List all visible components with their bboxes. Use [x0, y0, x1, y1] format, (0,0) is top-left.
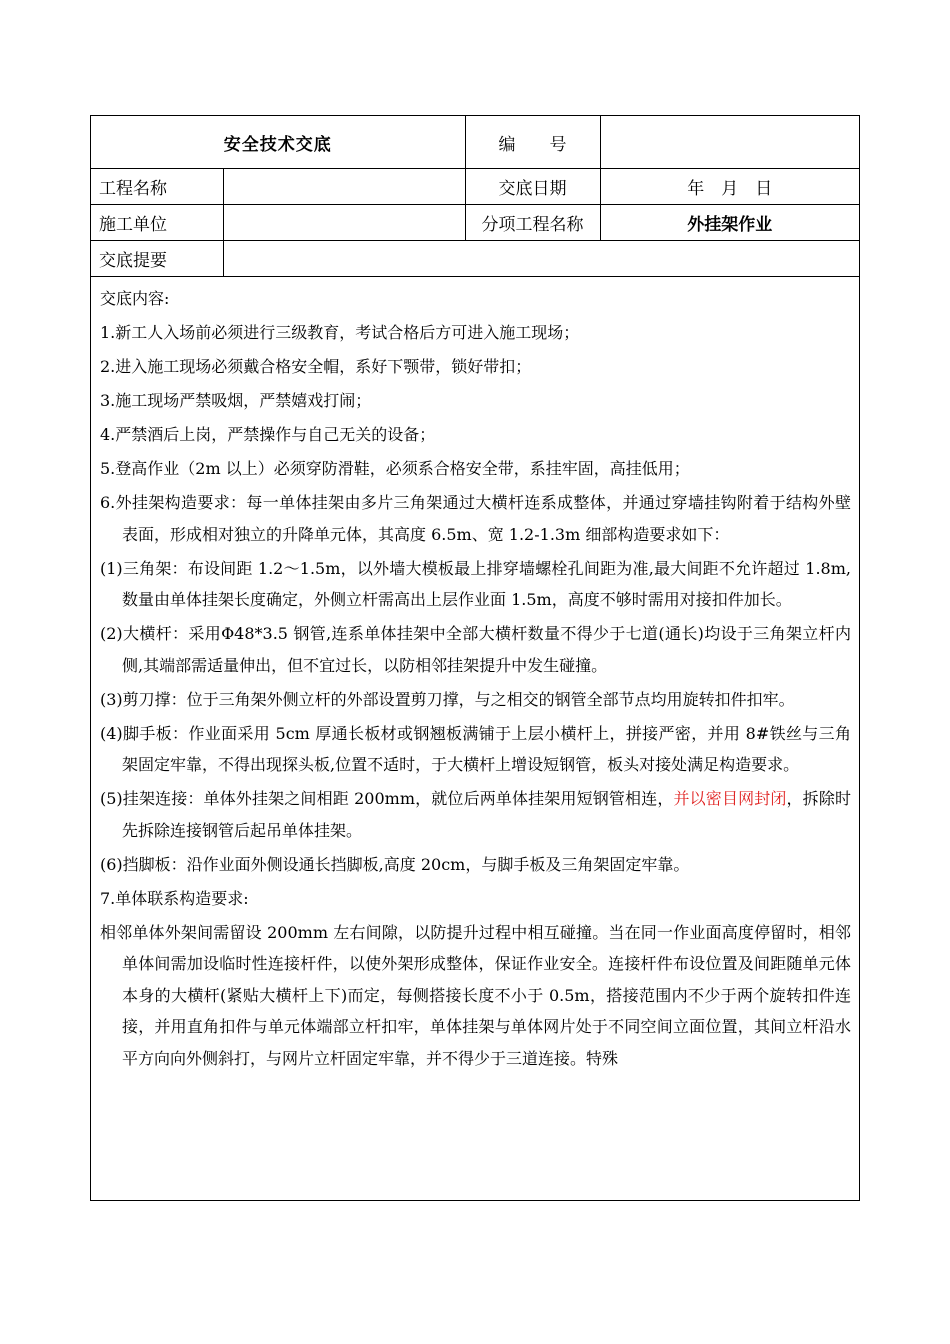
header-row-project [91, 169, 859, 205]
content-heading: 交底内容: [100, 289, 170, 308]
sub-project-value: 外挂架作业 [600, 205, 859, 241]
content-item-6: 6.外挂架构造要求：每一单体挂架由多片三角架通过大横杆连系成整体，并通过穿墙挂钩附着于结构外壁表面，形成相对独立的升降单元体，其高度 6.5m、宽 1.2-1.3m 细部构造要求如下： [100, 493, 851, 544]
summary-label: 交底提要 [91, 241, 223, 277]
header-row-title [91, 116, 859, 169]
content-item-7: 7.单体联系构造要求: [100, 888, 249, 908]
disclosure-form [90, 115, 860, 1201]
project-name-label: 工程名称 [91, 169, 223, 205]
unit-value [223, 205, 465, 241]
disclosure-content [91, 277, 859, 1074]
content-sub-6: (6)挡脚板：沿作业面外侧设通长挡脚板,高度 20cm，与脚手板及三角架固定牢靠。 [100, 854, 690, 874]
content-sub-1: (1)三角架：布设间距 1.2～1.5m，以外墙大模板最上排穿墙螺栓孔间距为准,最大间距不允许超过 1.8m,数量由单体挂架长度确定，外侧立杆需高出上层作业面 1.5m，高度不够时需用对接扣件加长。 [100, 558, 851, 609]
header-row-unit [91, 205, 859, 241]
content-item-5: 5.登高作业（2m 以上）必须穿防滑鞋，必须系合格安全带，系挂牢固，高挂低用； [100, 459, 690, 478]
content-sub-3: (3)剪刀撑：位于三角架外侧立杆的外部设置剪刀撑，与之相交的钢管全部节点均用旋转扣件扣牢。 [100, 689, 795, 709]
content-item-3: 3.施工现场严禁吸烟，严禁嬉戏打闹； [100, 391, 372, 410]
summary-value [223, 241, 859, 277]
content-sub-5 [100, 783, 851, 846]
header-row-summary [91, 241, 859, 277]
number-value [600, 116, 859, 169]
sub-5-highlight: 并以密目网封闭 [673, 789, 787, 808]
content-item-7-text: 相邻单体外架间需留设 200mm 左右间隙，以防提升过程中相互碰撞。当在同一作业面高度停留时，相邻单体间需加设临时性连接杆件，以使外架形成整体，保证作业安全。连接杆件布设位置及间距随单元体本身的大横杆(紧贴大横杆上下)而定，每侧搭接长度不小于 0.5m，搭接范围内不少于两个旋转扣件连接，并用直角扣件与单元体端部立杆扣牢，单体挂架与单体网片处于不同空间立面位置，其间立杆沿水平方向向外侧斜打，与网片立杆固定牢靠，并不得少于三道连接。特殊 [100, 922, 851, 1068]
content-sub-2: (2)大横杆：采用Φ48*3.5 钢管,连系单体挂架中全部大横杆数量不得少于七道(通长)均设于三角架立杆内侧,其端部需适量伸出，但不宜过长，以防相邻挂架提升中发生碰撞。 [100, 624, 851, 675]
content-sub-4: (4)脚手板：作业面采用 5cm 厚通长板材或钢翘板满铺于上层小横杆上，拼接严密，并用 8#铁丝与三角架固定牢靠，不得出现探头板,位置不适时，于大横杆上增设短钢管，板头对接处满足构造要求。 [100, 723, 851, 774]
content-item-2: 2.进入施工现场必须戴合格安全帽，系好下颚带，锁好带扣； [100, 357, 532, 376]
number-label: 编 号 [465, 116, 600, 169]
date-value: 年 月 日 [600, 169, 859, 205]
content-item-1: 1.新工人入场前必须进行三级教育，考试合格后方可进入施工现场； [100, 323, 580, 342]
sub-project-label: 分项工程名称 [465, 205, 600, 241]
header-table [91, 116, 859, 277]
form-title: 安全技术交底 [91, 116, 465, 169]
unit-label: 施工单位 [91, 205, 223, 241]
content-item-4: 4.严禁酒后上岗，严禁操作与自己无关的设备； [100, 425, 436, 444]
date-label: 交底日期 [465, 169, 600, 205]
sub-5-text-a: (5)挂架连接：单体外挂架之间相距 200mm，就位后两单体挂架用短钢管相连， [100, 789, 674, 808]
sub-5-text-b: ，拆除时先拆除连接钢管后起吊单体挂架。 [122, 789, 851, 840]
project-name-value [223, 169, 465, 205]
